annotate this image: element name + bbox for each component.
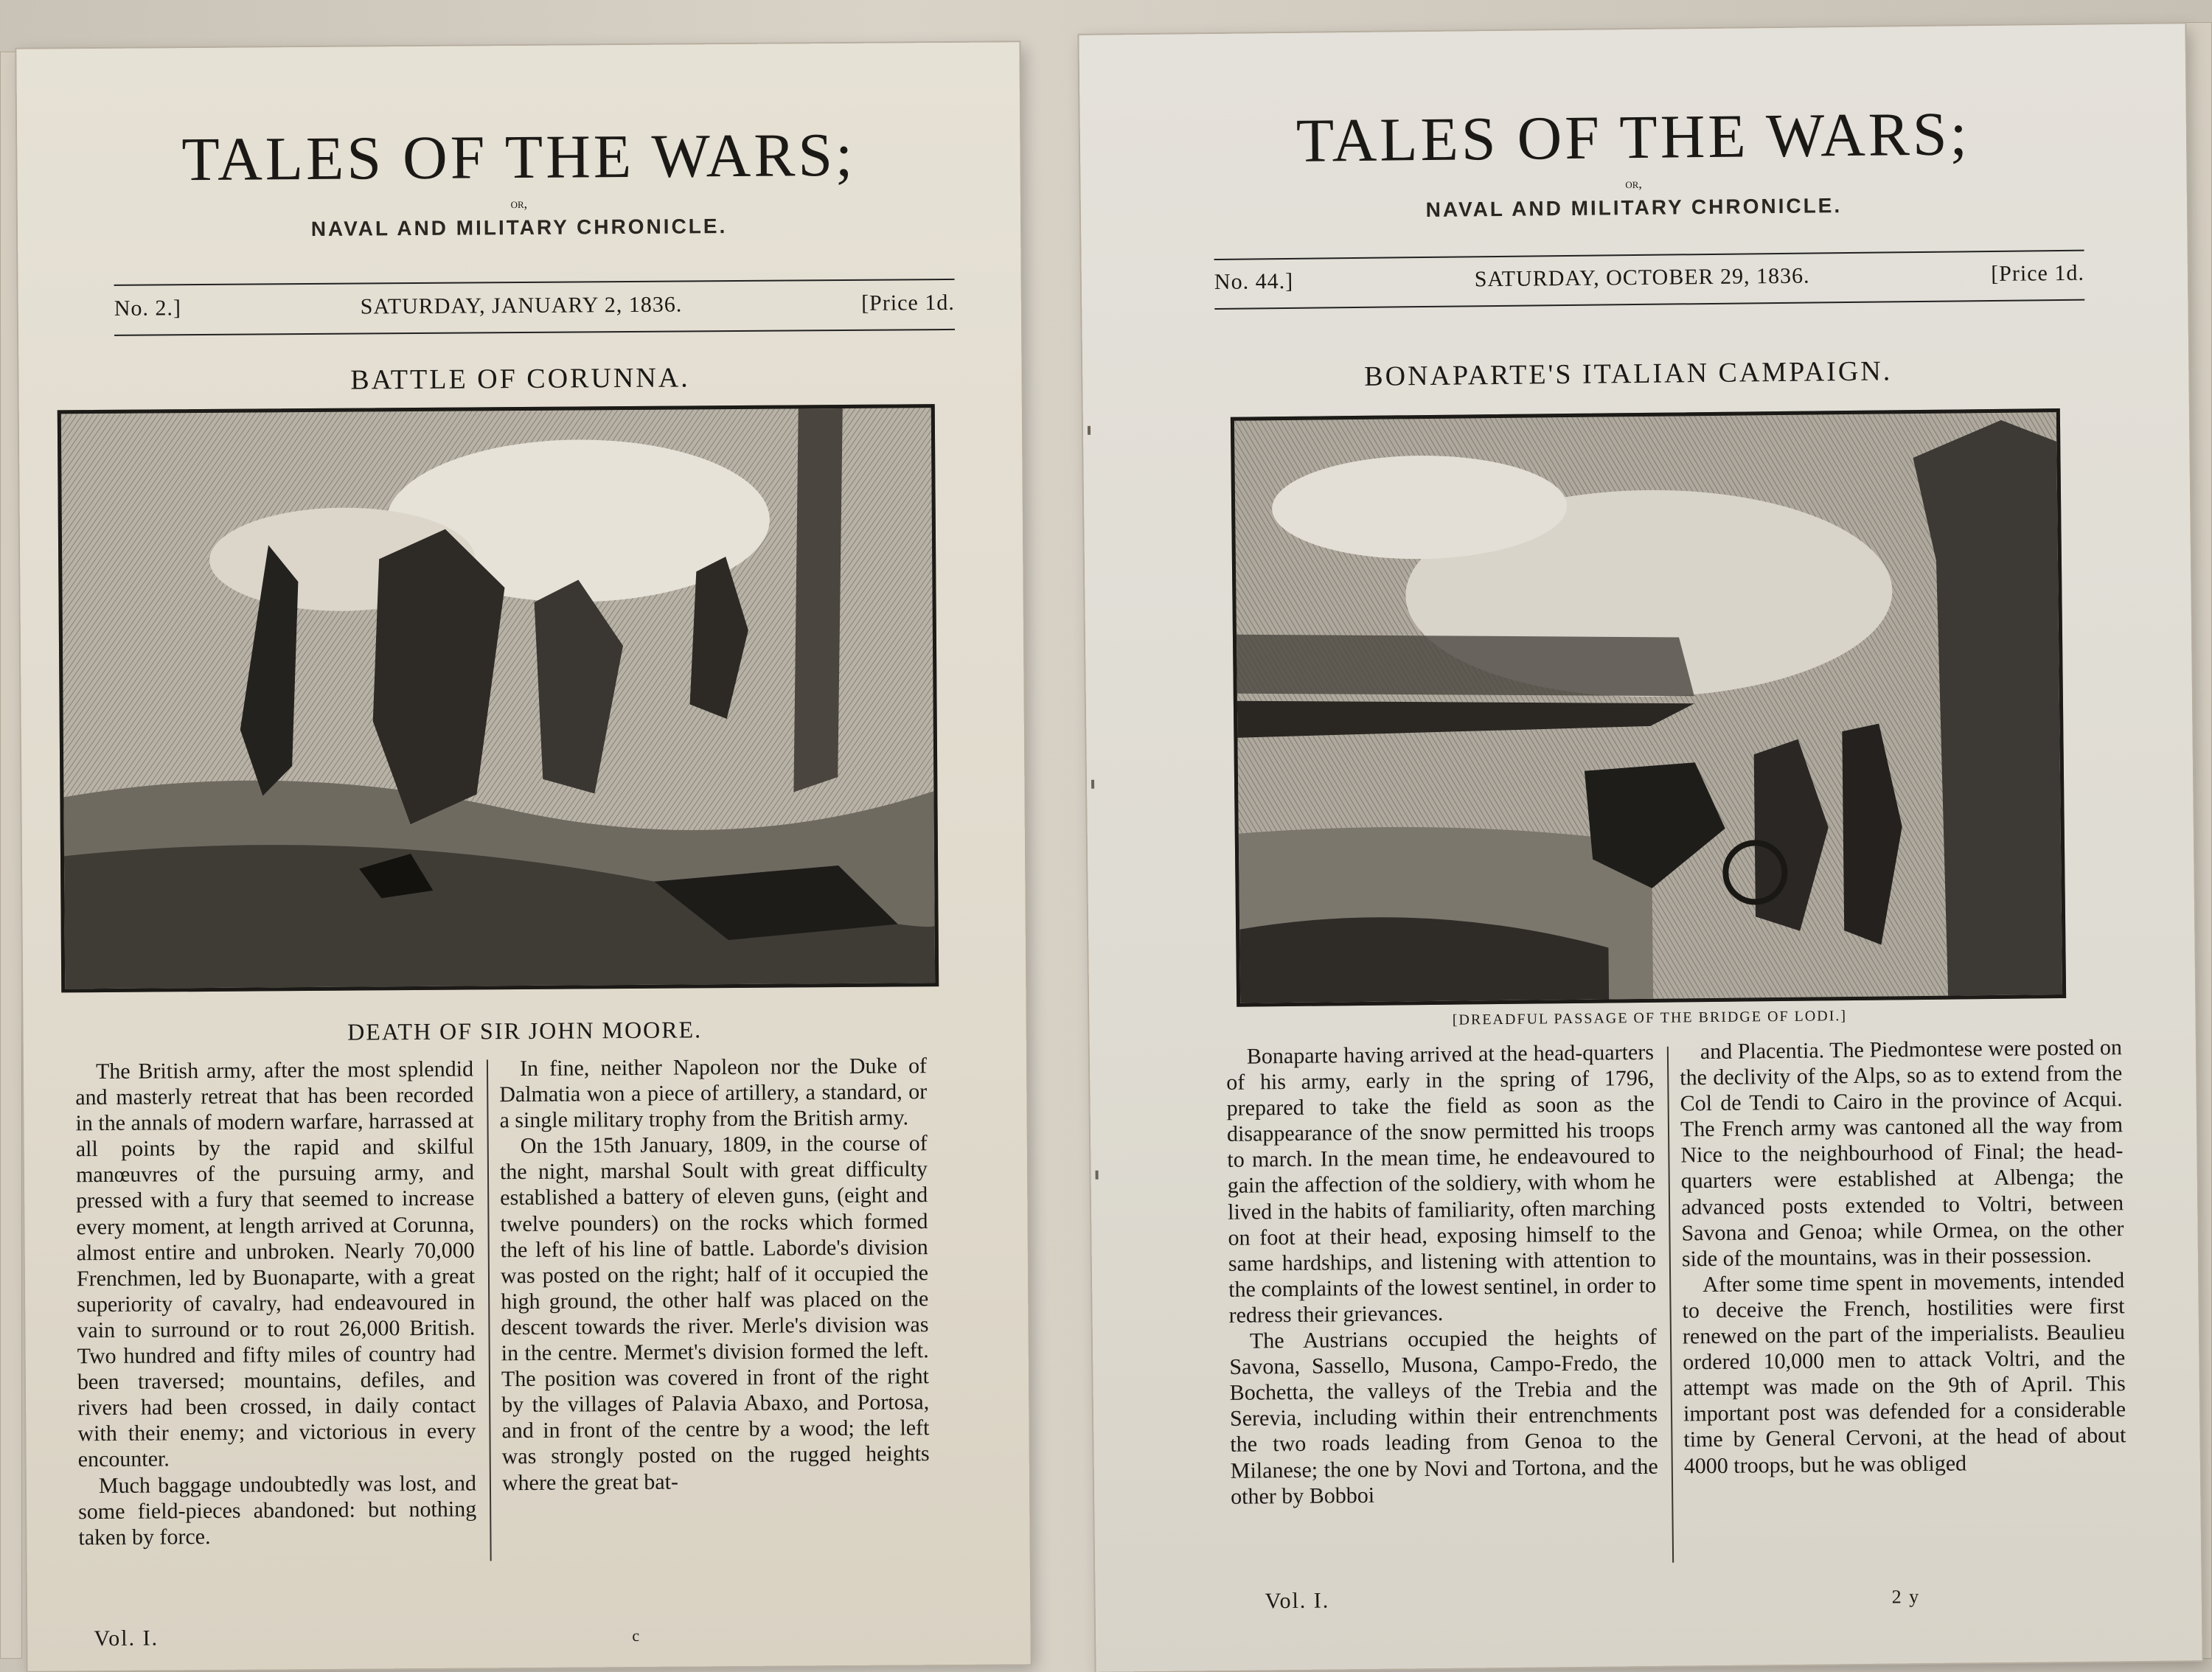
right-masthead <box>1080 101 2188 226</box>
left-col2-para1: In fine, neither Napoleon nor the Duke of Dalmatia won a piece of artillery, a standard, or a single military trophy from the British army. <box>499 1053 928 1133</box>
left-folio-signature: c <box>632 1626 641 1645</box>
left-title: TALES OF THE WARS; <box>181 120 856 195</box>
right-column-1 <box>1226 1039 1659 1510</box>
right-column-2 <box>1680 1034 2126 1479</box>
left-top-rule <box>114 279 955 286</box>
left-article-title: BATTLE OF CORUNNA. <box>350 362 690 396</box>
left-subhead: DEATH OF SIR JOHN MOORE. <box>347 1016 703 1045</box>
left-or: or, <box>510 195 528 212</box>
right-col2-para2: After some time spent in movements, intended to deceive the French, hostilities were first renewed on the part of the imperialists. Beaulieu ordered 10,000 men to attack Voltri, and the attempt was made on the 9th of April. This important post was defended for a considerable time by General Cervoni, at the head of about 4000 troops, but he was obliged <box>1682 1268 2126 1478</box>
right-article-title: BONAPARTE'S ITALIAN CAMPAIGN. <box>1364 355 1893 392</box>
left-col2-para2: On the 15th January, 1809, in the course of the night, marshal Soult with great difficulty established a battery of eleven guns, (eight and twelve pounders) on the rocks which formed the left of his line of battle. Laborde's division was posted on the right; half of it occupied the high ground, the other half was placed on the descent towards the river. Merle's division was in the centre. Mermet's division formed the left. The position was covered in front of the right by the villages of Palavia Abaxo, and Portosa, and in front of the centre by a wood; the left was strongly posted on the rugged heights where the great bat- <box>499 1131 930 1495</box>
right-col1-para1: Bonaparte having arrived at the head-quarters of his army, early in the spring of 1796, prepared to take the field as soon as the disappearance of the snow permitted his troops to march. In the mean time, he endeavoured to gain the affection of the soldiery, with whom he lived in the habits of familiarity, often marching on foot at their head, exposing himself to the same hardships, and listening with attention to the complaints of the lowest sentinel, in order to redress their grievances. <box>1226 1039 1657 1328</box>
right-newspaper-page <box>1079 24 2202 1672</box>
engraving-bridge-of-lodi <box>1231 408 2066 1007</box>
right-or: or, <box>1625 175 1642 192</box>
left-newspaper-page <box>16 42 1030 1671</box>
right-issue-number: No. 44.] <box>1214 268 1294 295</box>
left-column-2 <box>499 1053 930 1496</box>
right-top-rule <box>1214 250 2084 260</box>
left-bottom-rule <box>114 329 955 336</box>
left-column-rule <box>487 1059 492 1561</box>
left-col1-para2: Much baggage undoubtedly was lost, and some field-pieces abandoned: but nothing taken by force. <box>78 1470 477 1550</box>
right-folio-volume: Vol. I. <box>1265 1588 1330 1614</box>
left-col1-para1: The British army, after the most splendid and masterly retreat that has been recorded in the annals of modern warfare, harrassed at all points by the rapid and skilful manœuvres of the pursuing army, and pressed with a fury that seemed to increase every moment, at length arrived at Corunna, almost entire and unbroken. Nearly 70,000 Frenchmen, led by Buonaparte, with a great superiority of cavalry, had endeavoured in vain to surround or to rout 26,000 British. Two hundred and fifty miles of country had been traversed; mountains, defiles, and rivers had been crossed, in daily contact with their enemy; and victorious in every encounter. <box>75 1056 476 1472</box>
stitch-mark <box>1096 1171 1099 1180</box>
left-issue-number: No. 2.] <box>114 296 182 321</box>
engraving-death-of-moore <box>58 404 939 992</box>
right-issue-bar <box>1214 261 2084 295</box>
right-folio-signature: 2 y <box>1891 1586 1921 1608</box>
left-issue-bar <box>114 290 955 321</box>
right-col1-para2: The Austrians occupied the heights of Savona, Sassello, Musona, Campo-Fredo, the Bochetta, the valleys of the Trebia and the Serevia, including within their entrenchments the two roads leading from Genoa to the Milanese; the one by Novi and Tortona, and the other by Bobboi <box>1229 1324 1658 1509</box>
right-column-rule <box>1667 1047 1674 1563</box>
right-issue-price: [Price 1d. <box>1991 260 2085 286</box>
right-issue-date: SATURDAY, OCTOBER 29, 1836. <box>1474 263 1810 292</box>
left-subtitle: NAVAL AND MILITARY CHRONICLE. <box>310 215 728 240</box>
left-issue-price: [Price 1d. <box>861 290 955 316</box>
left-column-1 <box>75 1056 477 1550</box>
left-issue-date: SATURDAY, JANUARY 2, 1836. <box>360 292 683 319</box>
right-col2-para1: and Placentia. The Piedmontese were posted on the declivity of the Alps, so as to extend from the Col de Tendi to Cairo in the province of Acqui. The French army was cantoned all the way from Nice to the neighbourhood of Final; the head-quarters were established at Albenga; the advanced posts extended to Voltri, between Savona and Genoa; while Ormea, on the other side of the mountains, was in their possession. <box>1680 1035 2124 1272</box>
engraving-illustration <box>61 408 935 989</box>
right-subtitle: NAVAL AND MILITARY CHRONICLE. <box>1425 194 1843 222</box>
stitch-mark <box>1088 426 1091 435</box>
left-masthead <box>17 120 1020 243</box>
right-title: TALES OF THE WARS; <box>1295 100 1971 175</box>
right-bottom-rule <box>1214 299 2084 310</box>
stitch-mark <box>1091 780 1094 789</box>
right-illustration-caption: [DREADFUL PASSAGE OF THE BRIDGE OF LODI.] <box>1452 1008 1848 1028</box>
left-folio-volume: Vol. I. <box>94 1626 159 1651</box>
engraving-illustration <box>1234 412 2062 1003</box>
